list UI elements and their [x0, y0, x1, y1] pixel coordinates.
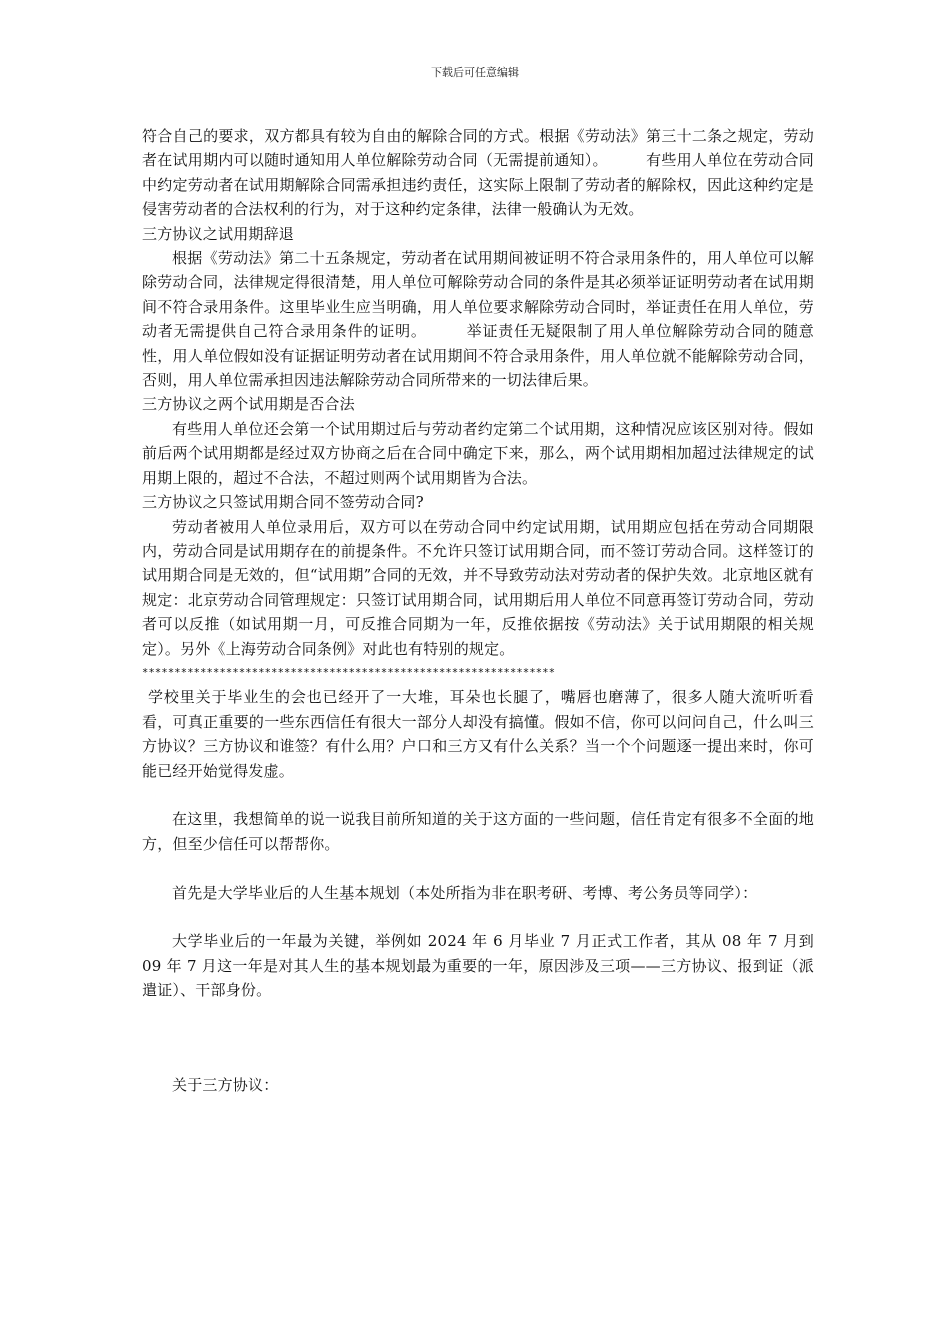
paragraph-intro-note: 在这里，我想简单的说一说我目前所知道的关于这方面的一些问题，信任肯定有很多不全面的地方，但至少信任可以帮帮你。 [142, 810, 814, 853]
spacer [142, 905, 814, 929]
paragraph-probation-resignation: 符合自己的要求，双方都具有较为自由的解除合同的方式。根据《劳动法》第三十二条之规定，劳动者在试用期内可以随时通知用人单位解除劳动合同（无需提前通知）。 有些用人单位在劳动合同中约定劳动者在试用期解除合同需承担违约责任，这实际上限制了劳动者的解除权，因此这种约定是侵害劳动者的合法权利的行为，对于这种约定条律，法律一般确认为无效。 [142, 127, 814, 219]
paragraph-about-tripartite: 关于三方协议： [172, 1075, 279, 1094]
spacer [142, 856, 814, 880]
heading-probation-dismissal: 三方协议之试用期辞退 [142, 224, 295, 243]
paragraph-probation-only-contract: 劳动者被用人单位录用后，双方可以在劳动合同中约定试用期，试用期应包括在劳动合同期限内，劳动合同是试用期存在的前提条件。不允许只签订试用期合同，而不签订劳动合同。这样签订的试用期合同是无效的，但“试用期”合同的无效，并不导致劳动法对劳动者的保护失效。北京地区就有规定：北京劳动合同管理规定：只签订试用期合同，试用期后用人单位不同意再签订劳动合同，劳动者可以反推（如试用期一月，可反推合同期为一年，反推依据按《劳动法》关于试用期限的相关规定）。另外《上海劳动合同条例》对此也有特别的规定。 [142, 517, 814, 658]
heading-probation-only-contract: 三方协议之只签试用期合同不签劳动合同? [142, 493, 424, 512]
document-body [142, 124, 814, 1097]
paragraph-two-probation-periods: 有些用人单位还会第一个试用期过后与劳动者约定第二个试用期，这种情况应该区别对待。假如前后两个试用期都是经过双方协商之后在合同中确定下来，那么，两个试用期相加超过法律规定的试用期上限的，超过不合法，不超过则两个试用期皆为合法。 [142, 419, 814, 487]
asterisk-divider: **************************************************************** [142, 666, 556, 679]
page-header: 下载后可任意编辑 [431, 66, 519, 79]
paragraph-dismissal-burden-of-proof: 根据《劳动法》第二十五条规定，劳动者在试用期间被证明不符合录用条件的，用人单位可以解除劳动合同，法律规定得很清楚，用人单位可解除劳动合同的条件是其必须举证证明劳动者在试用期间不符合录用条件。这里毕业生应当明确，用人单位要求解除劳动合同时，举证责任在用人单位，劳动者无需提供自己符合录用条件的证明。 举证责任无疑限制了用人单位解除劳动合同的随意性，用人单位假如没有证据证明劳动者在试用期间不符合录用条件，用人单位就不能解除劳动合同，否则，用人单位需承担因违法解除劳动合同所带来的一切法律后果。 [142, 249, 814, 390]
spacer [142, 783, 814, 807]
paragraph-life-planning: 首先是大学毕业后的人生基本规划（本处所指为非在职考研、考博、考公务员等同学）： [172, 883, 758, 902]
paragraph-first-year-key: 大学毕业后的一年最为关键，举例如 2024 年 6 月毕业 7 月正式工作者，其从 08 年 7 月到 09 年 7 月这一年是对其人生的基本规划最为重要的一年，原因涉及三项——三方协议、报到证（派遣证）、干部身份。 [142, 932, 814, 1000]
paragraph-graduate-meetings: 学校里关于毕业生的会也已经开了一大堆，耳朵也长腿了，嘴唇也磨薄了，很多人随大流听听看看，可真正重要的一些东西信任有很大一部分人却没有搞懂。假如不信，你可以问问自己，什么叫三方协议？三方协议和谁签？有什么用？户口和三方又有什么关系？当一个个问题逐一提出来时，你可能已经开始觉得发虚。 [142, 688, 814, 780]
spacer [142, 1003, 814, 1073]
heading-two-probation-periods: 三方协议之两个试用期是否合法 [142, 395, 355, 414]
